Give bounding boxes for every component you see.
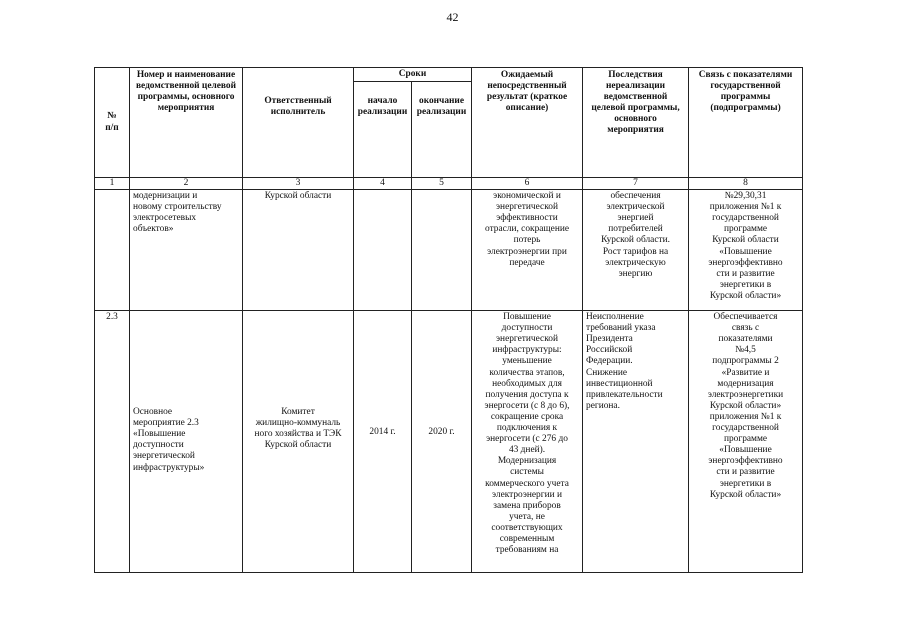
row-end: 2020 г. (412, 311, 472, 573)
table-row (95, 311, 803, 573)
row-result: экономической и энергетической эффективности отрасли, сокращение потерь электроэнергии при передаче (472, 190, 583, 311)
measures-table (94, 67, 803, 573)
header-link: Связь с показателями государственной программы (подпрограммы) (689, 68, 803, 178)
header-executor: Ответственный исполнитель (243, 68, 354, 178)
header-terms: Сроки (354, 68, 472, 82)
column-numbers-row (95, 178, 803, 190)
column-number: 1 (95, 178, 130, 190)
row-num (95, 190, 130, 311)
row-name: модернизации и новому строительству электросетевых объектов» (130, 190, 243, 311)
column-number: 6 (472, 178, 583, 190)
row-start: 2014 г. (354, 311, 412, 573)
table-row (95, 190, 803, 311)
header-consequences: Последствия нереализации ведомственной целевой программы, основного мероприятия (583, 68, 689, 178)
header-name: Номер и наименование ведомственной целевой программы, основного мероприятия (130, 68, 243, 178)
column-number: 5 (412, 178, 472, 190)
row-consequences: Неисполнение требований указа Президента Российской Федерации. Снижение инвестиционной привлекательности региона. (583, 311, 689, 573)
row-num: 2.3 (95, 311, 130, 573)
page-number: 42 (446, 10, 459, 24)
column-number: 4 (354, 178, 412, 190)
row-link: Обеспечивается связь с показателями №4,5 подпрограммы 2 «Развитие и модернизация электроэнергетики Курской области» приложения №1 к государственной программе «Повышение энергоэффективно сти и развитие энергетики в Курской области» (689, 311, 803, 573)
column-number: 3 (243, 178, 354, 190)
header-start: начало реализации (354, 82, 412, 178)
column-number: 7 (583, 178, 689, 190)
row-consequences: обеспечения электрической энергией потребителей Курской области. Рост тарифов на электрическую энергию (583, 190, 689, 311)
header-end: окончание реализации (412, 82, 472, 178)
column-number: 2 (130, 178, 243, 190)
row-end (412, 190, 472, 311)
header-result: Ожидаемый непосредственный результат (краткое описание) (472, 68, 583, 178)
row-executor: Комитет жилищно-коммуналь ного хозяйства и ТЭК Курской области (243, 311, 354, 573)
row-link: №29,30,31 приложения №1 к государственной программе Курской области «Повышение энергоэффективно сти и развитие энергетики в Курской области» (689, 190, 803, 311)
header-num: № п/п (95, 68, 130, 178)
row-name: Основное мероприятие 2.3 «Повышение доступности энергетической инфраструктуры» (130, 311, 243, 573)
column-number: 8 (689, 178, 803, 190)
row-result: Повышение доступности энергетической инфраструктуры: уменьшение количества этапов, необходимых для получения доступа к энергосети (с 8 до 6), сокращение срока подключения к энергосети (с 276 до 43 дней). Модернизация системы коммерческого учета электроэнергии и замена приборов учета, не соответствующих современным требованиям на (472, 311, 583, 573)
row-start (354, 190, 412, 311)
row-executor: Курской области (243, 190, 354, 311)
